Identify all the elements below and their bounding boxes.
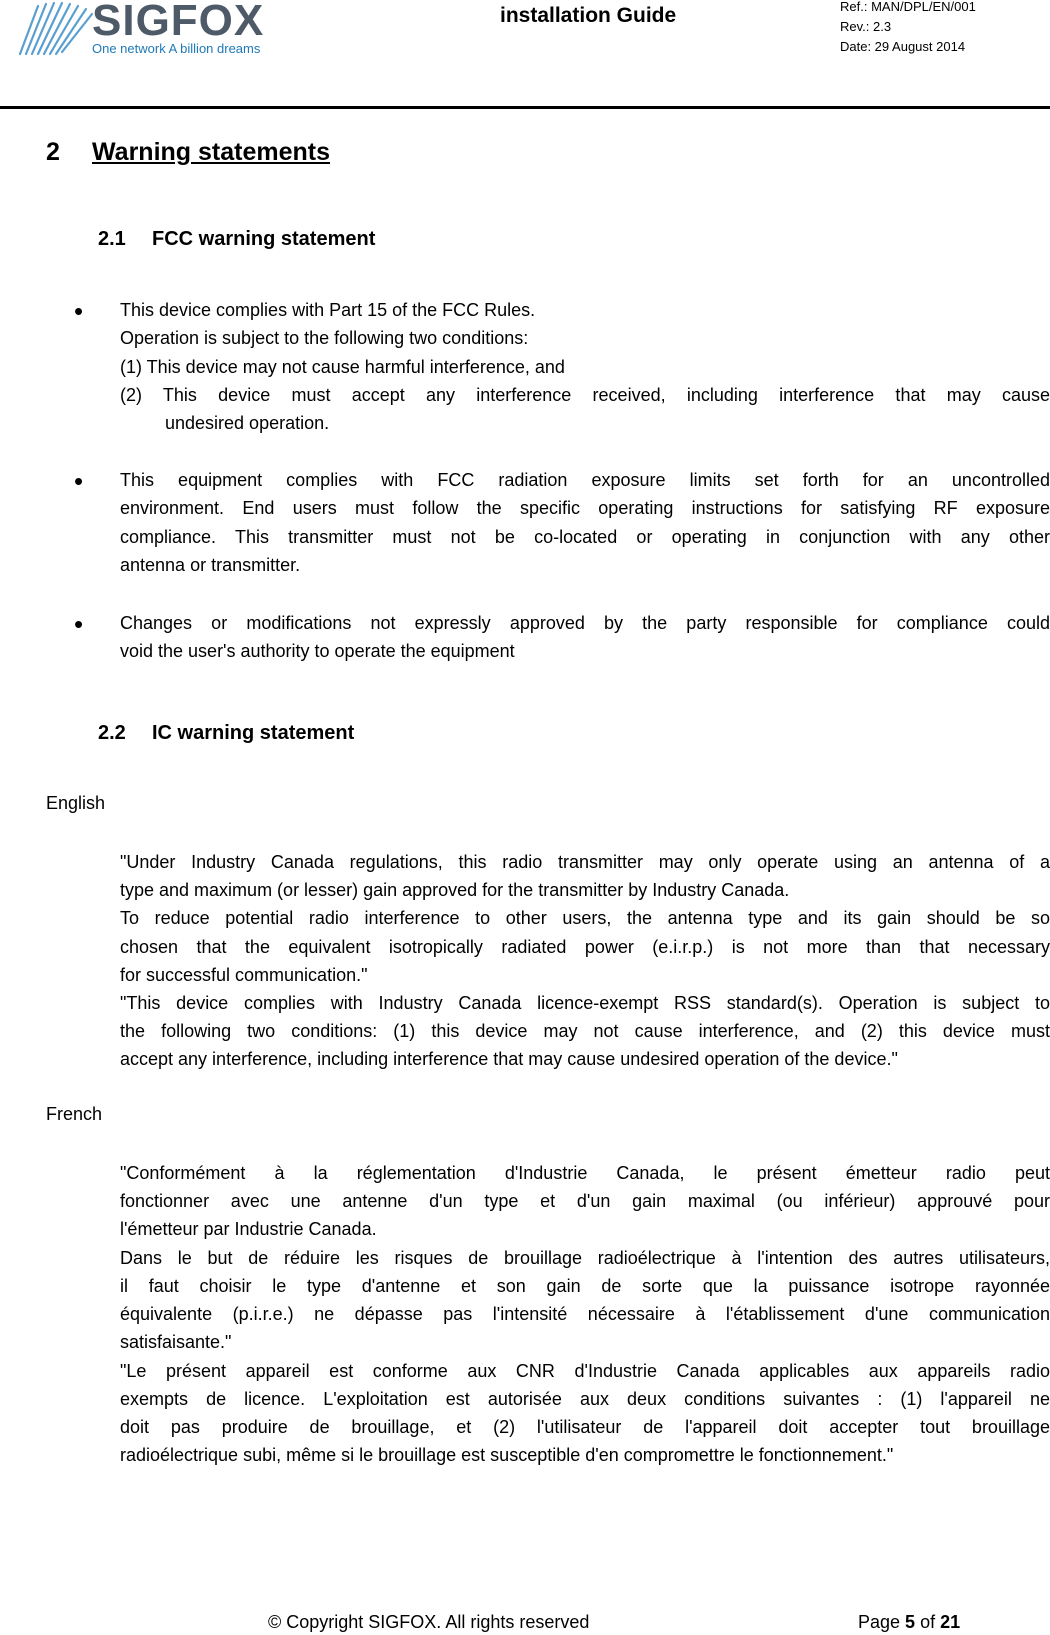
ic-french-line: doit pas produire de brouillage, et (2) l'utilisateur de l'appareil doit accepter tout brouillage (120, 1417, 1050, 1437)
ic-french-line: il faut choisir le type d'antenne et son gain de sorte que la puissance isotrope rayonnée (120, 1276, 1050, 1296)
section-title: Warning statements (92, 138, 331, 166)
ic-english-line: "This device complies with Industry Canada licence-exempt RSS standard(s). Operation is subject to (120, 993, 1050, 1013)
doc-date: Date: 29 August 2014 (840, 39, 966, 54)
fcc-b1-line: Operation is subject to the following two conditions: (120, 328, 529, 348)
fcc-b1-line: (1) This device may not cause harmful interference, and (120, 357, 565, 377)
ic-english-line: "Under Industry Canada regulations, this radio transmitter may only operate using an antenna of a (120, 852, 1050, 872)
ic-english-line: chosen that the equivalent isotropically radiated power (e.i.r.p.) is not more than that necessary (120, 937, 1050, 957)
page-total: 21 (940, 1612, 961, 1632)
ic-english-line: for successful communication." (120, 965, 368, 985)
ic-french-line: Dans le but de réduire les risques de brouillage radioélectrique à l'intention des autres utilisateurs, (120, 1248, 1050, 1268)
doc-rev: Rev.: 2.3 (840, 19, 892, 34)
ic-title: IC warning statement (152, 722, 355, 744)
section-number: 2 (46, 138, 60, 166)
fcc-b1-line: undesired operation. (165, 413, 330, 433)
sigfox-swirl-icon (16, 0, 96, 56)
logo-wordmark: SIGFOX (92, 0, 265, 45)
footer-copyright: © Copyright SIGFOX. All rights reserved (268, 1612, 590, 1632)
fcc-b2-line: antenna or transmitter. (120, 555, 301, 575)
french-label: French (46, 1104, 103, 1124)
ic-french-line: "Conformément à la réglementation d'Industrie Canada, le présent émetteur radio peut (120, 1163, 1050, 1183)
page-current: 5 (905, 1612, 916, 1632)
ic-english-line: type and maximum (or lesser) gain approved for the transmitter by Industry Canada. (120, 880, 790, 900)
header-divider (0, 106, 1050, 109)
fcc-b1-line: This device complies with Part 15 of the FCC Rules. (120, 300, 536, 320)
fcc-b1-line: (2) This device must accept any interference received, including interference that may cause (120, 385, 1050, 405)
fcc-b2-line: This equipment complies with FCC radiation exposure limits set forth for an uncontrolled (120, 470, 1050, 490)
logo-tagline: One network A billion dreams (92, 41, 261, 56)
sigfox-logo (16, 0, 276, 58)
ic-english-line: the following two conditions: (1) this device may not cause interference, and (2) this device must (120, 1021, 1050, 1041)
ic-french-line: fonctionner avec une antenne d'un type et d'un gain maximal (ou inférieur) approuvé pour (120, 1191, 1050, 1211)
fcc-b2-line: environment. End users must follow the specific operating instructions for satisfying RF exposure (120, 498, 1050, 518)
page-mid: of (915, 1612, 941, 1632)
ic-number: 2.2 (98, 722, 126, 744)
page-prefix: Page (858, 1612, 906, 1632)
fcc-heading (98, 228, 375, 251)
fcc-title: FCC warning statement (152, 228, 376, 250)
fcc-b3-line: void the user's authority to operate the equipment (120, 641, 515, 661)
document-title: installation Guide (500, 4, 677, 27)
section-heading (46, 138, 330, 167)
ic-french-line: l'émetteur par Industrie Canada. (120, 1219, 377, 1239)
ic-french-line: satisfaisante." (120, 1332, 232, 1352)
bullet-icon: • (74, 609, 84, 639)
fcc-number: 2.1 (98, 228, 126, 250)
fcc-b3-line: Changes or modifications not expressly approved by the party responsible for compliance could (120, 613, 1050, 633)
doc-ref: Ref.: MAN/DPL/EN/001 (840, 0, 976, 14)
bullet-icon: • (74, 466, 84, 496)
ic-french-line: exempts de licence. L'exploitation est autorisée aux deux conditions suivantes : (1) l'appareil ne (120, 1389, 1050, 1409)
ic-heading (98, 722, 354, 745)
ic-french-line: "Le présent appareil est conforme aux CNR d'Industrie Canada applicables aux appareils radio (120, 1361, 1050, 1381)
footer-page-number (858, 1612, 960, 1633)
ic-french-line: équivalente (p.i.r.e.) ne dépasse pas l'intensité nécessaire à l'établissement d'une communication (120, 1304, 1050, 1324)
fcc-b2-line: compliance. This transmitter must not be co-located or operating in conjunction with any other (120, 527, 1050, 547)
ic-english-line: accept any interference, including interference that may cause undesired operation of the device." (120, 1049, 898, 1069)
english-label: English (46, 793, 106, 813)
ic-french-line: radioélectrique subi, même si le brouillage est susceptible d'en compromettre le fonctionnement." (120, 1445, 894, 1465)
bullet-icon: • (74, 296, 84, 326)
ic-english-line: To reduce potential radio interference to other users, the antenna type and its gain should be so (120, 908, 1050, 928)
